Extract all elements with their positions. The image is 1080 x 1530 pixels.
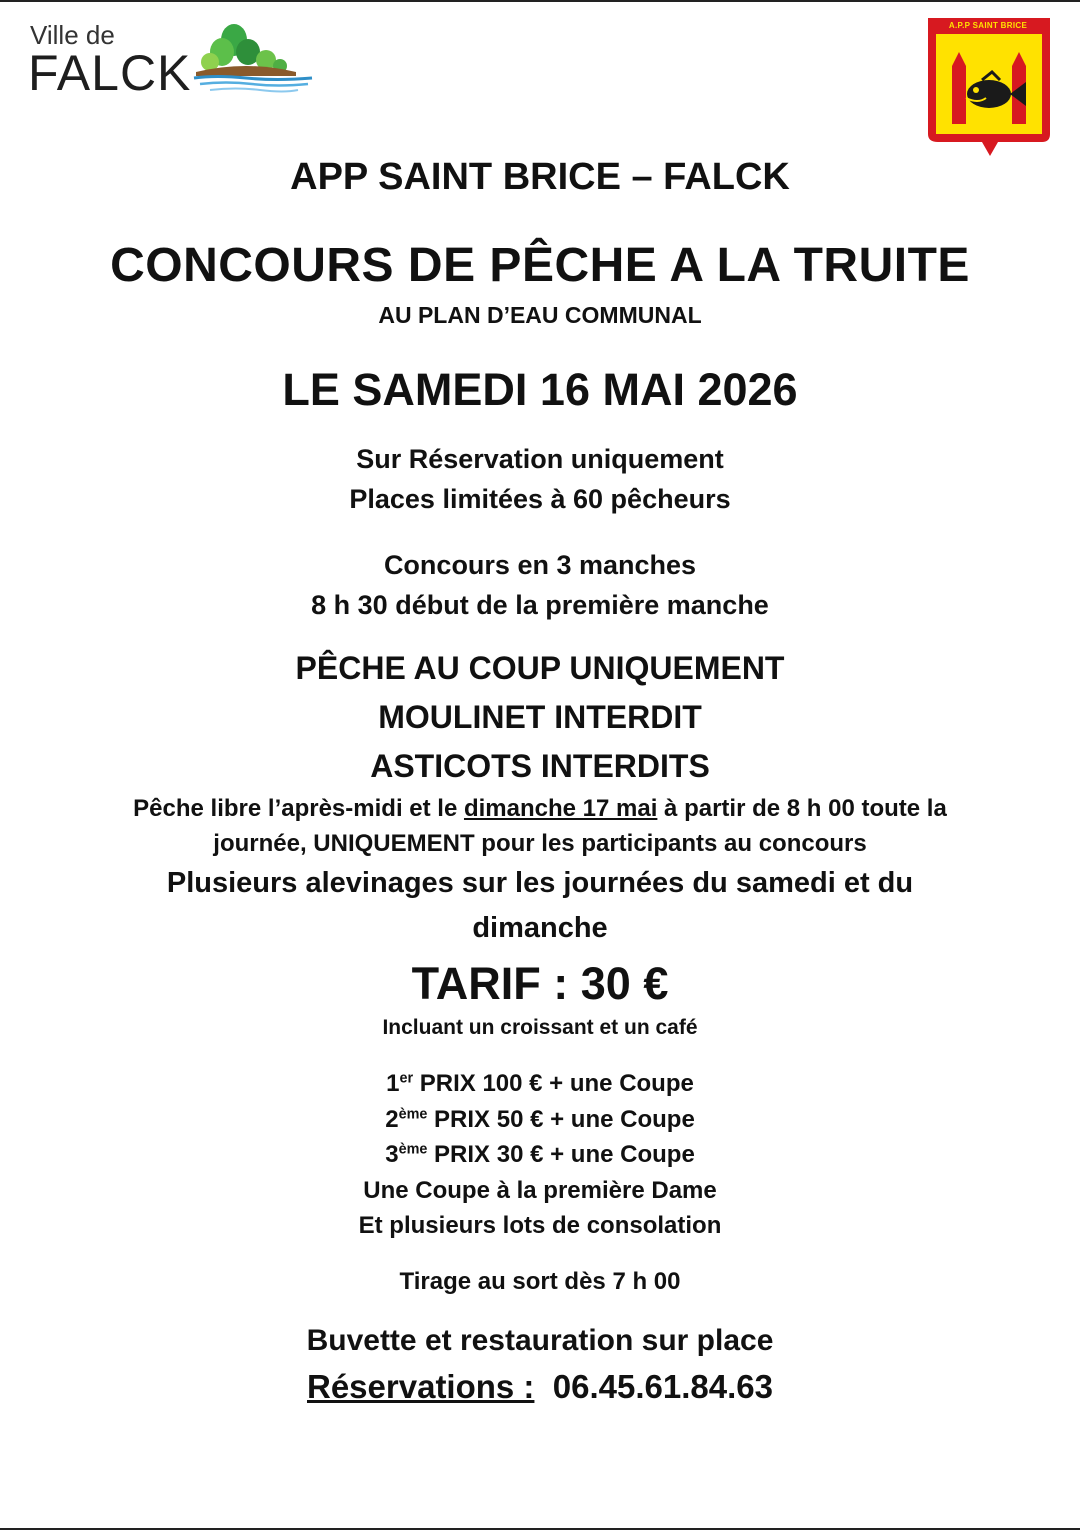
prize-suffix: ème — [398, 1141, 428, 1158]
alevinages-line-2: dimanche — [472, 912, 608, 944]
organizer-heading: APP SAINT BRICE – FALCK — [290, 156, 790, 198]
tirage-au-sort: Tirage au sort dès 7 h 00 — [399, 1268, 681, 1295]
alevinages-line-1: Plusieurs alevinages sur les journées du samedi et du — [166, 867, 914, 899]
badge-label: A.P.P SAINT BRICE — [948, 21, 1028, 30]
event-date: LE SAMEDI 16 MAI 2026 — [282, 364, 798, 415]
reservation-line-1: Sur Réservation uniquement — [356, 444, 724, 474]
reservations-label: Réservations : — [307, 1368, 535, 1405]
prize-consolation: Et plusieurs lots de consolation — [358, 1212, 722, 1239]
logo-falck-text: FALCK — [28, 45, 192, 101]
prize-text: PRIX 50 € + une Coupe — [427, 1106, 695, 1133]
tarif: TARIF : 30 € — [411, 958, 669, 1009]
manches-line-1: Concours en 3 manches — [383, 550, 697, 580]
prize-1 — [0, 1070, 1080, 1098]
manches-line-2: 8 h 30 début de la première manche — [311, 590, 769, 620]
prize-suffix: er — [399, 1070, 414, 1087]
fish-shield-icon — [926, 16, 1054, 158]
prize-rank: 2 — [385, 1106, 399, 1133]
prize-dame: Une Coupe à la première Dame — [363, 1177, 717, 1204]
app-saint-brice-badge — [926, 16, 1054, 158]
reservation-line-2: Places limitées à 60 pêcheurs — [349, 484, 731, 514]
prize-suffix: ème — [398, 1106, 428, 1123]
peche-libre-before: Pêche libre l’après-midi et le — [133, 795, 464, 822]
buvette-line: Buvette et restauration sur place — [306, 1324, 774, 1357]
ville-de-falck-logo — [28, 20, 288, 100]
prize-text: PRIX 30 € + une Coupe — [427, 1141, 695, 1168]
reservations-line — [0, 1368, 1080, 1406]
rule-moulinet-interdit: MOULINET INTERDIT — [378, 699, 702, 735]
island-trees-icon — [186, 20, 316, 95]
prize-2 — [0, 1106, 1080, 1134]
prize-text: PRIX 100 € + une Coupe — [413, 1070, 694, 1097]
logo-ville-de-text: Ville de — [30, 20, 115, 50]
peche-libre-line-2: journée, UNIQUEMENT pour les participants au concours — [213, 830, 867, 857]
prize-rank: 3 — [385, 1141, 399, 1168]
event-title: CONCOURS DE PÊCHE A LA TRUITE — [110, 239, 970, 292]
prize-rank: 1 — [386, 1070, 400, 1097]
rule-peche-au-coup: PÊCHE AU COUP UNIQUEMENT — [295, 650, 785, 686]
peche-libre-date: dimanche 17 mai — [463, 795, 658, 822]
reservations-phone: 06.45.61.84.63 — [534, 1368, 773, 1405]
peche-libre-line-1 — [0, 795, 1080, 823]
peche-libre-after: à partir de 8 h 00 toute la — [657, 795, 947, 822]
rule-asticots-interdits: ASTICOTS INTERDITS — [370, 748, 710, 784]
tarif-inclus: Incluant un croissant et un café — [382, 1016, 698, 1039]
prize-3 — [0, 1141, 1080, 1169]
event-subtitle: AU PLAN D’EAU COMMUNAL — [378, 302, 702, 328]
